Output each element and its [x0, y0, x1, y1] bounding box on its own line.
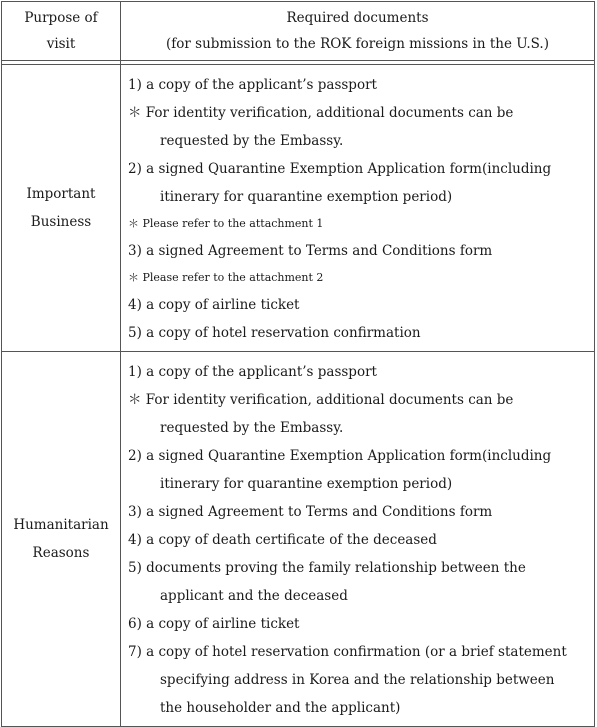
document-line: 3) a signed Agreement to Terms and Conditions form [128, 243, 493, 259]
purpose-line: Important [26, 186, 96, 202]
document-line-continued: itinerary for quarantine exemption period) [160, 189, 453, 205]
purpose-cell [2, 352, 121, 727]
purpose-cell [2, 65, 121, 352]
document-line-continued: applicant and the deceased [160, 588, 348, 604]
document-line: 4) a copy of death certificate of the deceased [128, 532, 437, 548]
header-row [2, 2, 595, 61]
document-line-continued: the householder and the applicant) [160, 700, 401, 716]
document-line: 7) a copy of hotel reservation confirmation (or a brief statement [128, 644, 567, 660]
document-line-continued: requested by the Embassy. [160, 133, 344, 149]
documents-header [121, 2, 595, 61]
document-note: ＊ For identity verification, additional documents can be [128, 392, 514, 408]
requirements-table [1, 1, 595, 727]
document-line-continued: requested by the Embassy. [160, 420, 344, 436]
documents-cell [121, 65, 595, 352]
document-line: 3) a signed Agreement to Terms and Conditions form [128, 504, 493, 520]
document-line: 1) a copy of the applicant’s passport [128, 77, 377, 93]
purpose-header [2, 2, 121, 61]
document-line: 4) a copy of airline ticket [128, 297, 300, 313]
table-row [2, 65, 595, 352]
purpose-line: Business [30, 214, 92, 230]
document-line: 2) a signed Quarantine Exemption Application form(including [128, 448, 552, 464]
attachment-note: ＊ Please refer to the attachment 1 [128, 217, 324, 230]
document-line: 6) a copy of airline ticket [128, 616, 300, 632]
documents-cell [121, 352, 595, 727]
document-line: 5) a copy of hotel reservation confirmation [128, 325, 421, 341]
document-line: 1) a copy of the applicant’s passport [128, 364, 377, 380]
purpose-line: Humanitarian [13, 517, 109, 533]
purpose-line: Reasons [32, 545, 90, 561]
attachment-note: ＊ Please refer to the attachment 2 [128, 271, 324, 284]
document-note: ＊ For identity verification, additional documents can be [128, 105, 514, 121]
document-line: 5) documents proving the family relationship between the [128, 560, 526, 576]
table-row [2, 352, 595, 727]
document-line-continued: specifying address in Korea and the relationship between [160, 672, 555, 688]
document-line-continued: itinerary for quarantine exemption period) [160, 476, 453, 492]
document-line: 2) a signed Quarantine Exemption Application form(including [128, 161, 552, 177]
purpose-header-line: visit [46, 36, 76, 52]
purpose-header-line: Purpose of [24, 10, 98, 26]
documents-header-line: Required documents [286, 10, 429, 26]
documents-header-line: (for submission to the ROK foreign missions in the U.S.) [166, 36, 549, 52]
